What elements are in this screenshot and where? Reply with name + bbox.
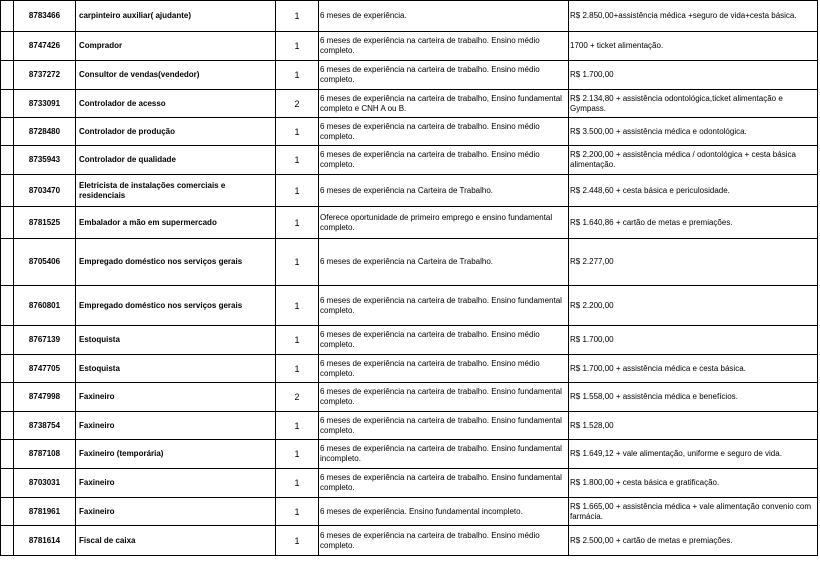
vacancy-count: 1 xyxy=(276,469,319,498)
job-salary: R$ 2.134,80 + assistência odontológica,ticket alimentação e Gympass. xyxy=(569,90,818,118)
vacancy-count: 2 xyxy=(276,90,319,118)
row-margin-cell xyxy=(1,32,14,61)
job-title: Consultor de vendas(vendedor) xyxy=(76,61,276,90)
job-requirements: 6 meses de experiência. Ensino fundamental incompleto. xyxy=(319,498,569,526)
job-code: 8733091 xyxy=(14,90,76,118)
table-row xyxy=(1,61,818,90)
row-margin-cell xyxy=(1,383,14,412)
job-requirements: 6 meses de experiência na carteira de trabalho. Ensino médio completo. xyxy=(319,326,569,355)
job-salary: R$ 2.277,00 xyxy=(569,239,818,286)
job-code: 8760801 xyxy=(14,286,76,326)
job-salary: R$ 2.500,00 + cartão de metas e premiações. xyxy=(569,526,818,556)
table-row xyxy=(1,32,818,61)
table-row xyxy=(1,239,818,286)
vacancy-count: 2 xyxy=(276,383,319,412)
job-requirements: 6 meses de experiência na carteira de trabalho. Ensino médio completo. xyxy=(319,61,569,90)
row-margin-cell xyxy=(1,498,14,526)
vacancy-count: 1 xyxy=(276,207,319,239)
job-title: Controlador de qualidade xyxy=(76,146,276,175)
job-requirements: 6 meses de experiência na carteira de trabalho. Ensino fundamental completo. xyxy=(319,412,569,440)
job-code: 8703031 xyxy=(14,469,76,498)
job-salary: R$ 2.448,60 + cesta básica e periculosidade. xyxy=(569,175,818,207)
job-requirements: 6 meses de experiência na carteira de trabalho. Ensino fundamental incompleto. xyxy=(319,440,569,469)
row-margin-cell xyxy=(1,412,14,440)
job-code: 8703470 xyxy=(14,175,76,207)
vacancy-count: 1 xyxy=(276,440,319,469)
table-row xyxy=(1,118,818,146)
job-title: Estoquista xyxy=(76,355,276,383)
job-title: Empregado doméstico nos serviços gerais xyxy=(76,239,276,286)
table-row xyxy=(1,498,818,526)
job-requirements: 6 meses de experiência na carteira de trabalho. Ensino médio completo. xyxy=(319,526,569,556)
job-title: Faxineiro xyxy=(76,498,276,526)
table-row xyxy=(1,526,818,556)
table-row xyxy=(1,355,818,383)
job-title: Faxineiro xyxy=(76,469,276,498)
table-row xyxy=(1,440,818,469)
vacancy-count: 1 xyxy=(276,32,319,61)
job-listings-body xyxy=(1,1,818,556)
vacancy-count: 1 xyxy=(276,326,319,355)
job-code: 8781614 xyxy=(14,526,76,556)
table-row xyxy=(1,286,818,326)
row-margin-cell xyxy=(1,526,14,556)
job-title: Controlador de acesso xyxy=(76,90,276,118)
job-salary: R$ 2.850,00+assistência médica +seguro de vida+cesta básica. xyxy=(569,1,818,32)
job-requirements: 6 meses de experiência na carteira de trabalho. Ensino médio completo. xyxy=(319,355,569,383)
job-salary: R$ 1.700,00 + assistência médica e cesta básica. xyxy=(569,355,818,383)
table-row xyxy=(1,469,818,498)
job-requirements: 6 meses de experiência na carteira de trabalho, Ensino fundamental completo e CNH A ou B. xyxy=(319,90,569,118)
job-requirements: 6 meses de experiência na carteira de trabalho. Ensino médio completo. xyxy=(319,146,569,175)
job-title: carpinteiro auxiliar( ajudante) xyxy=(76,1,276,32)
job-code: 8728480 xyxy=(14,118,76,146)
job-requirements: 6 meses de experiência na carteira de trabalho. Ensino fundamental completo. xyxy=(319,383,569,412)
row-margin-cell xyxy=(1,239,14,286)
vacancy-count: 1 xyxy=(276,175,319,207)
job-code: 8705406 xyxy=(14,239,76,286)
job-title: Comprador xyxy=(76,32,276,61)
job-salary: R$ 1.700,00 xyxy=(569,326,818,355)
job-title: Faxineiro xyxy=(76,412,276,440)
row-margin-cell xyxy=(1,118,14,146)
job-title: Embalador a mão em supermercado xyxy=(76,207,276,239)
job-code: 8767139 xyxy=(14,326,76,355)
job-title: Empregado doméstico nos serviços gerais xyxy=(76,286,276,326)
job-code: 8783466 xyxy=(14,1,76,32)
vacancy-count: 1 xyxy=(276,498,319,526)
job-salary: R$ 1.700,00 xyxy=(569,61,818,90)
job-salary: R$ 1.665,00 + assistência médica + vale alimentação convenio com farmácia. xyxy=(569,498,818,526)
job-title: Controlador de produção xyxy=(76,118,276,146)
row-margin-cell xyxy=(1,146,14,175)
job-title: Fiscal de caixa xyxy=(76,526,276,556)
job-salary: R$ 1.528,00 xyxy=(569,412,818,440)
table-row xyxy=(1,90,818,118)
job-code: 8787108 xyxy=(14,440,76,469)
row-margin-cell xyxy=(1,90,14,118)
row-margin-cell xyxy=(1,61,14,90)
job-requirements: 6 meses de experiência na Carteira de Trabalho. xyxy=(319,175,569,207)
job-title: Estoquista xyxy=(76,326,276,355)
job-salary: R$ 2.200,00 + assistência médica / odontológica + cesta básica alimentação. xyxy=(569,146,818,175)
job-requirements: 6 meses de experiência na carteira de trabalho. Ensino fundamental completo. xyxy=(319,286,569,326)
job-code: 8747426 xyxy=(14,32,76,61)
job-salary: 1700 + ticket alimentação. xyxy=(569,32,818,61)
table-row xyxy=(1,326,818,355)
vacancy-count: 1 xyxy=(276,239,319,286)
job-requirements: Oferece oportunidade de primeiro emprego e ensino fundamental completo. xyxy=(319,207,569,239)
vacancy-count: 1 xyxy=(276,61,319,90)
table-row xyxy=(1,207,818,239)
job-salary: R$ 1.640,86 + cartão de metas e premiações. xyxy=(569,207,818,239)
job-requirements: 6 meses de experiência na carteira de trabalho. Ensino médio completo. xyxy=(319,118,569,146)
vacancy-count: 1 xyxy=(276,146,319,175)
vacancy-count: 1 xyxy=(276,412,319,440)
row-margin-cell xyxy=(1,207,14,239)
row-margin-cell xyxy=(1,326,14,355)
row-margin-cell xyxy=(1,286,14,326)
job-code: 8737272 xyxy=(14,61,76,90)
row-margin-cell xyxy=(1,469,14,498)
job-salary: R$ 1.558,00 + assistência médica e benefícios. xyxy=(569,383,818,412)
job-code: 8747705 xyxy=(14,355,76,383)
job-salary: R$ 1.649,12 + vale alimentação, uniforme e seguro de vida. xyxy=(569,440,818,469)
job-title: Eletricista de instalações comerciais e residenciais xyxy=(76,175,276,207)
vacancy-count: 1 xyxy=(276,526,319,556)
table-row xyxy=(1,383,818,412)
job-requirements: 6 meses de experiência na Carteira de Trabalho. xyxy=(319,239,569,286)
job-requirements: 6 meses de experiência. xyxy=(319,1,569,32)
table-row xyxy=(1,175,818,207)
vacancy-count: 1 xyxy=(276,355,319,383)
job-salary: R$ 2.200,00 xyxy=(569,286,818,326)
job-code: 8738754 xyxy=(14,412,76,440)
row-margin-cell xyxy=(1,355,14,383)
row-margin-cell xyxy=(1,175,14,207)
job-code: 8781961 xyxy=(14,498,76,526)
row-margin-cell xyxy=(1,1,14,32)
job-requirements: 6 meses de experiência na carteira de trabalho. Ensino fundamental completo. xyxy=(319,469,569,498)
vacancy-count: 1 xyxy=(276,118,319,146)
table-row xyxy=(1,146,818,175)
table-row xyxy=(1,412,818,440)
job-code: 8747998 xyxy=(14,383,76,412)
job-title: Faxineiro xyxy=(76,383,276,412)
job-salary: R$ 3.500,00 + assistência médica e odontológica. xyxy=(569,118,818,146)
row-margin-cell xyxy=(1,440,14,469)
vacancy-count: 1 xyxy=(276,1,319,32)
table-row xyxy=(1,1,818,32)
job-requirements: 6 meses de experiência na carteira de trabalho. Ensino médio completo. xyxy=(319,32,569,61)
job-code: 8781525 xyxy=(14,207,76,239)
vacancy-count: 1 xyxy=(276,286,319,326)
job-code: 8735943 xyxy=(14,146,76,175)
job-salary: R$ 1.800,00 + cesta básica e gratificação. xyxy=(569,469,818,498)
job-title: Faxineiro (temporária) xyxy=(76,440,276,469)
